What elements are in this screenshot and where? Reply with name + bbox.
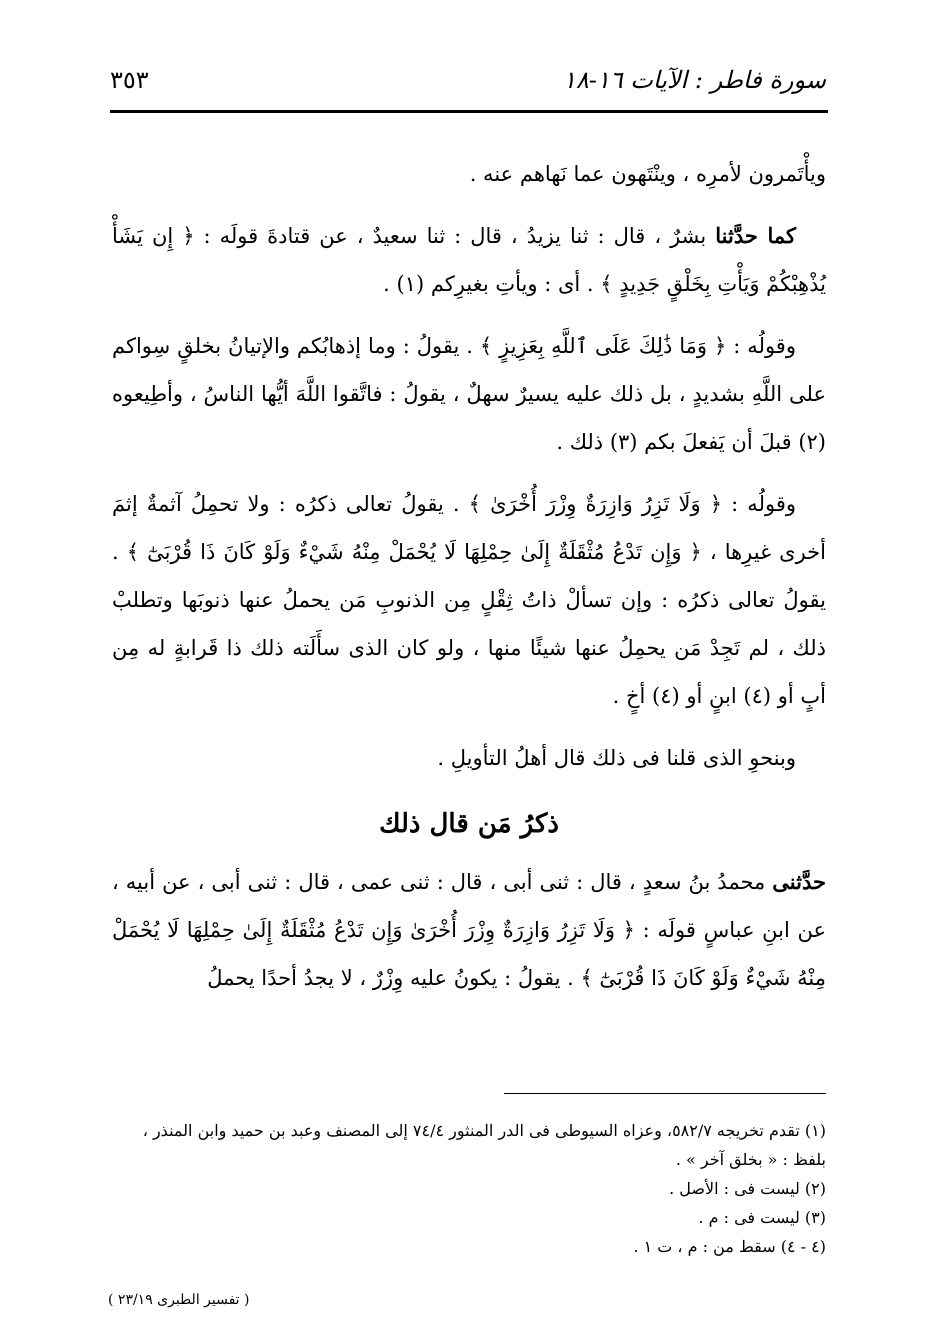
- header-title: سورة فاطر : الآيات ١٦-١٨: [562, 66, 826, 94]
- footnote-3: (٣) ليست فى : م .: [698, 1208, 826, 1227]
- paragraph-6-lead: حدَّثنى: [772, 869, 826, 894]
- paragraph-2-lead: كما حدَّثنا: [715, 223, 796, 248]
- paragraph-6: [112, 858, 826, 1002]
- footnote-2: (٢) ليست فى : الأصل .: [669, 1179, 826, 1198]
- paragraph-5: وبنحوِ الذى قلنا فى ذلك قال أهلُ التأويلِ .: [437, 746, 796, 770]
- page-number: ٣٥٣: [110, 66, 149, 94]
- paragraph-2: [112, 212, 826, 308]
- footnotes: [112, 1116, 826, 1261]
- paragraph-2-text: بشرٌ ، قال : ثنا يزيدُ ، قال : ثنا سعيدٌ ، عن قتادةَ قولَه : ﴿ إِن يَشَأْ يُذْهِبْكُمْ وَيَأْتِ بِخَلْقٍ جَدِيدٍ ﴾ . أى : ويأتِ بغيرِكم (١) .: [112, 224, 826, 296]
- paragraph-6-text: محمدُ بنُ سعدٍ ، قال : ثنى أبى ، قال : ثنى عمى ، قال : ثنى أبى ، عن أبيه ، عن ابنِ عباسٍ قولَه : ﴿ وَلَا تَزِرُ وَازِرَةٌ وِزْرَ أُخْرَىٰ وَإِن تَدْعُ مُثْقَلَةٌ إِلَىٰ حِمْلِهَا لَا يُحْمَلْ مِنْهُ شَيْءٌ وَلَوْ كَانَ ذَا قُرْبَىٰٓ ﴾ . يقولُ : يكونُ عليه وِزْرٌ ، لا يجدُ أحدًا يحملُ: [112, 870, 826, 990]
- footnote-1: (١) تقدم تخريجه ٥٨٢/٧، وعزاه السيوطى فى الدر المنثور ٧٤/٤ إلى المصنف وعبد بن حميد وابن المنذر ، بلفظ : « بخلق آخر » .: [142, 1121, 826, 1169]
- paragraph-3: وقولُه : ﴿ وَمَا ذَٰلِكَ عَلَى ٱللَّهِ بِعَزِيزٍ ﴾ . يقولُ : وما إذهابُكم والإتيانُ بخلقٍ سِواكم على اللَّهِ بشديدٍ ، بل ذلك عليه يسيرٌ سهلٌ ، يقولُ : فاتَّقوا اللَّهَ أيُّها الناسُ ، وأطِيعوه (٢) قبلَ أن يَفعلَ بكم (٣) ذلك .: [112, 334, 826, 454]
- paragraph-1: ويأْتَمرون لأمرِه ، وينْتَهون عما نَهاهم عنه .: [469, 162, 826, 186]
- footnote-4: (٤ - ٤) سقط من : م ، ت ١ .: [633, 1237, 826, 1256]
- page-footer: ( تفسير الطبرى ٢٣/١٩ ): [108, 1292, 250, 1308]
- running-header: [110, 66, 826, 102]
- paragraph-4: وقولُه : ﴿ وَلَا تَزِرُ وَازِرَةٌ وِزْرَ أُخْرَىٰ ﴾ . يقولُ تعالى ذكرُه : ولا تحمِلُ آثمةٌ إثمَ أخرى غيرِها ، ﴿ وَإِن تَدْعُ مُثْقَلَةٌ إِلَىٰ حِمْلِهَا لَا يُحْمَلْ مِنْهُ شَيْءٌ وَلَوْ كَانَ ذَا قُرْبَىٰٓ ﴾ . يقولُ تعالى ذكرُه : وإن تسألْ ذاتُ ثِقْلٍ مِن الذنوبِ مَن يحملُ عنها ذنوبَها وتطلبْ ذلك ، لم تَجِدْ مَن يحمِلُ عنها شيئًا منها ، ولو كان الذى سأَلَته ذلك ذا قَرابةٍ له مِن أبٍ أو (٤) ابنٍ أو (٤) أخٍ .: [112, 492, 826, 708]
- header-divider: [110, 110, 828, 113]
- main-text: [112, 150, 826, 1016]
- section-heading: ذكرُ مَن قال ذلك: [379, 809, 559, 839]
- footnote-divider: [504, 1093, 826, 1094]
